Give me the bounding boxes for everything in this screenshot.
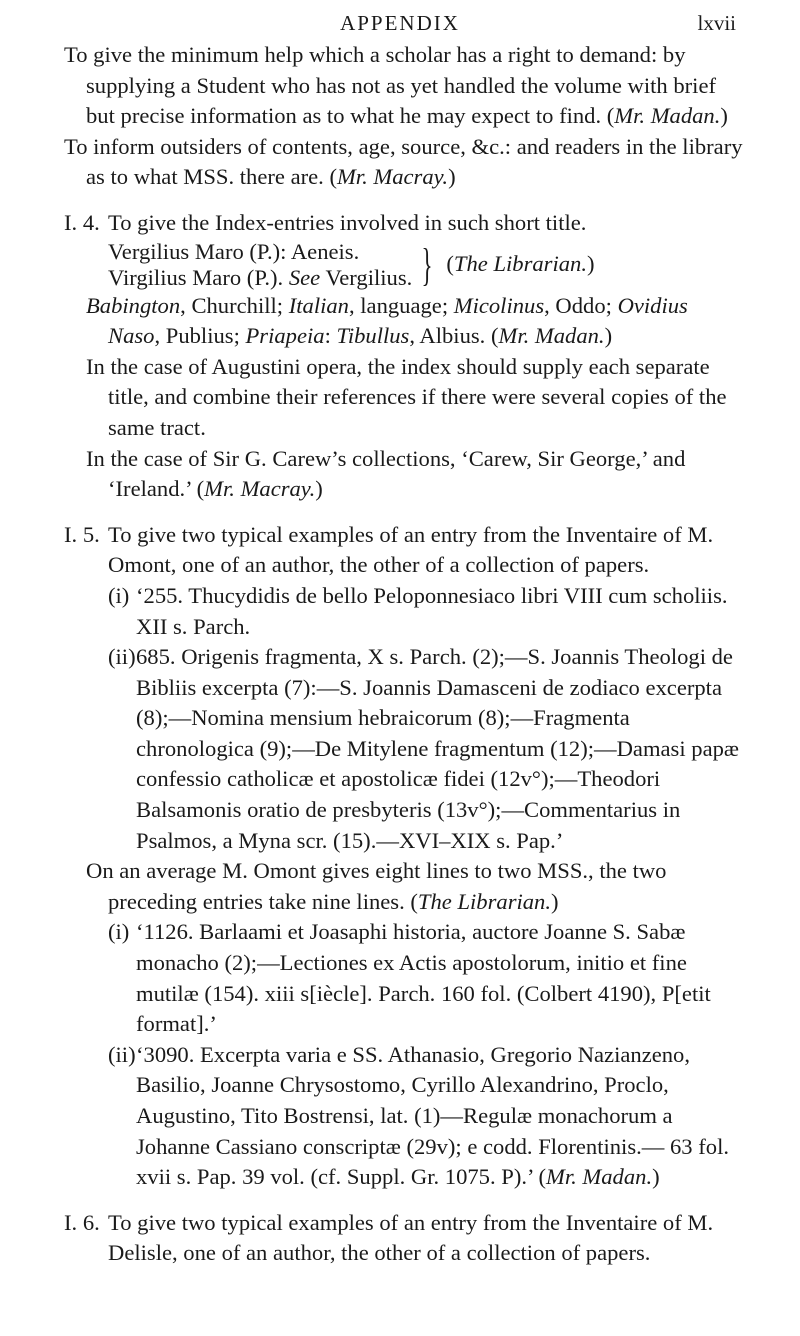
item-4-brace-block <box>86 239 744 291</box>
item-4-lead: I. 4. To give the Index-entries involved in such short title. <box>64 208 744 239</box>
item-5-average: On an average M. Omont gives eight lines to two MSS., the two preceding entries take nine lines. (The Librarian.) <box>86 858 667 914</box>
running-head: APPENDIX <box>340 11 460 35</box>
item-4-augustini: In the case of Augustini opera, the index should supply each separate title, and combine their references if there were several copies of the same tract. <box>86 353 727 440</box>
page-number: lxvii <box>697 11 736 35</box>
page-header <box>0 8 800 38</box>
item-5-example-4: (ii)‘3090. Excerpta varia e SS. Athanasio, Gregorio Nazianzeno, Basilio, Joanne Chrysostomo, Cyrillo Alexandrino, Proclo, Augustino, Tito Bostrensi, lat. (1)—Regulæ monachorum a Johanne Cassiano conscriptæ (29v); e codd. Florentinis.— 63 fol. xvii s. Pap. 39 vol. (cf. Suppl. Gr. 1075. P).’ (Mr. Madan.) <box>108 1041 729 1190</box>
item-5-number: I. 5. <box>64 521 100 547</box>
brace-note: (The Librarian.) <box>446 251 595 277</box>
page-body <box>64 40 744 1269</box>
item-4-carew: In the case of Sir G. Carew’s collections, ‘Carew, Sir George,’ and ‘Ireland.’ (Mr. Macray.) <box>86 445 686 502</box>
paragraph-minimum-help: To give the minimum help which a scholar has a right to demand: by supplying a Student who has not as yet handled the volume with brief but precise information as to what he may expect to find. (Mr. Madan.) <box>64 42 728 129</box>
paragraph-inform-outsiders: To inform outsiders of contents, age, source, &c.: and readers in the library as to what MSS. there are. (Mr. Macray.) <box>64 133 743 190</box>
item-4-entries: Babington, Churchill; Italian, language; Micolinus, Oddo; Ovidius Naso, Publius; Priapeia: Tibullus, Albius. (Mr. Madan.) <box>86 292 688 349</box>
item-5-lead: I. 5. To give two typical examples of an entry from the Inventaire of M. Omont, one of an author, the other of a collection of papers. <box>64 521 714 578</box>
brace-line-virgilius: Virgilius Maro (P.). See Vergilius. <box>108 264 413 290</box>
item-6-lead: I. 6. To give two typical examples of an entry from the Inventaire of M. Delisle, one of an author, the other of a collection of papers. <box>64 1209 714 1266</box>
item-5-example-1: (i) ‘255. Thucydidis de bello Peloponnesiaco libri VIII cum scholiis. XII s. Parch. <box>108 582 728 639</box>
item-4-number: I. 4. <box>64 209 100 235</box>
brace-icon: } <box>421 238 433 290</box>
brace-line-vergilius: Vergilius Maro (P.): Aeneis. <box>108 238 360 264</box>
item-6-number: I. 6. <box>64 1209 100 1235</box>
item-5-example-3: (i) ‘1126. Barlaami et Joasaphi historia, auctore Joanne S. Sabæ monacho (2);—Lectiones ex Actis apostolorum, initio et fine mutilæ (154). xiii s[iècle]. Parch. 160 fol. (Colbert 4190), P[etit format].’ <box>108 919 711 1037</box>
item-5-example-2: (ii)685. Origenis fragmenta, X s. Parch. (2);—S. Joannis Theologi de Bibliis excerpta (7):—S. Joannis Damasceni de zodiaco excerpta (8);—Nomina mensium hebraicorum (8);—Fragmenta chronologica (9);—De Mitylene fragmentum (12);—Damasi papæ confessio catholicæ et apostolicæ fidei (12v°);—Theodori Balsamonis oratio de presbyteris (13v°);—Commentarius in Psalmos, a Myna scr. (15).—XVI–XIX s. Pap.’ <box>108 644 739 853</box>
